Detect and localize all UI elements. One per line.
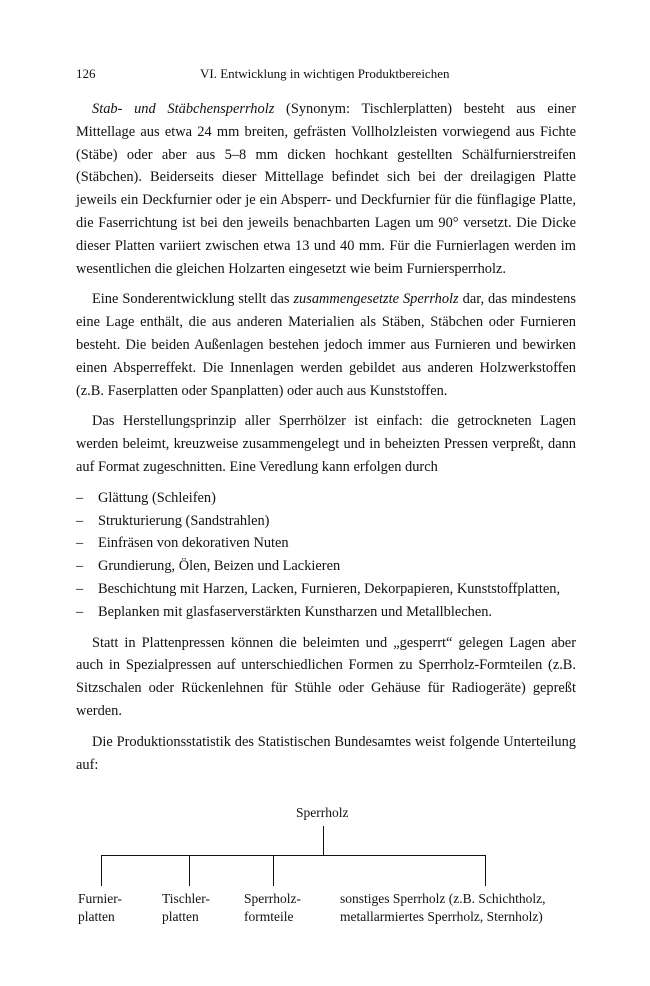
paragraph-text: dar, das mindestens eine Lage enthält, die aus anderen Materialien als Stäben, Stäbchen oder Furnieren besteht. Die beiden Außenlagen bestehen jedoch immer aus Furnieren und bewirken einen Absperreffekt. Die Innenlagen werden gebildet aus anderen Holzwerkstoffen (z.B. Faserplatten oder Spanplatten) oder auch aus Kunststoffen. [76,291,576,399]
tree-node-line: Tischler- [162,891,210,906]
tree-node-tischlerplatten [162,890,210,926]
tree-node-line: formteile [244,909,294,924]
term-stab-sperrholz: Stab- und Stäbchensperrholz [92,101,275,117]
tree-node-line: platten [78,909,115,924]
list-item-text: Beplanken mit glasfaserverstärkten Kunstharzen und Metallblechen. [98,603,493,620]
paragraph-text: Eine Sonderentwicklung stellt das [92,291,294,308]
chapter-title: VI. Entwicklung in wichtigen Produktbereichen [200,66,450,81]
tree-node-line: Sperrholz- [244,891,301,906]
list-item-text: Beschichtung mit Harzen, Lacken, Furnieren, Dekorpapieren, Kunststoffplatten, [98,580,561,597]
tree-connector-stem [323,826,324,855]
list-item-text: Glättung (Schleifen) [98,489,216,506]
tree-node-line: metallarmiertes Sperrholz, Sternholz) [340,909,543,924]
tree-node-line: platten [162,909,199,924]
dash-bullet: – [76,603,84,620]
tree-connector-branch [101,855,102,886]
tree-node-sperrholzformteile [244,890,301,926]
tree-connector-branch [189,855,190,886]
term-zusammengesetzt: zusammengesetzte Sperrholz [293,291,459,308]
paragraph-text: (Synonym: Tischlerplatten) besteht aus einer Mittellage aus etwa 24 mm breiten, gefrästen Vollholzleisten vorwiegend aus Fichte (Stäbe) oder aber aus 5–8 mm dicken hochkant gestellten Schälfurnierstreifen (Stäbchen). Beiderseits dieser Mittellage befindet sich bei der dreilagigen Platte jeweils ein Deckfurnier oder je ein Absperr- und Deckfurnier für die fünflagige Platte, die Faserrichtung ist bei den jeweils benachbarten Lagen um 90° versetzt. Die Dicke dieser Platten variiert zwischen etwa 13 und 40 mm. Für die Furnierlagen werden im wesentlichen die gleichen Holzarten eingesetzt wie beim Furniersperrholz. [76,101,576,277]
dash-bullet: – [76,512,84,529]
paragraph-formteile: Statt in Plattenpressen können die beleimten und „gesperrt“ gelegen Lagen aber auch in Spezialpressen auf unterschiedlichen Formen zu Sperrholz-Formteilen (z.B. Sitzschalen oder Rückenlehnen für Stühle oder Gehäuse für Radiogeräte) gepreßt werden. [76,634,576,719]
tree-connector-branch [485,855,486,886]
dash-bullet: – [76,489,84,506]
paragraph-herstellung: Das Herstellungsprinzip aller Sperrhölzer ist einfach: die getrockneten Lagen werden beleimt, kreuzweise zusammengelegt und in beheizten Pressen verpreßt, dann auf Format zugeschnitten. Eine Veredlung kann erfolgen durch [76,413,576,475]
tree-root-label: Sperrholz [296,805,349,820]
tree-node-line: sonstiges Sperrholz (z.B. Schichtholz, [340,891,546,906]
paragraph-statistik: Die Produktionsstatistik des Statistischen Bundesamtes weist folgende Unterteilung auf: [76,733,576,773]
tree-connector-branch [273,855,274,886]
tree-node-furnierplatten [78,890,122,926]
tree-node-sonstiges-sperrholz [340,890,545,926]
list-item-text: Strukturierung (Sandstrahlen) [98,512,270,529]
tree-node-line: Furnier- [78,891,122,906]
list-item-text: Einfräsen von dekorativen Nuten [98,535,289,552]
dash-bullet: – [76,580,84,597]
list-item-text: Grundierung, Ölen, Beizen und Lackieren [98,558,341,575]
dash-bullet: – [76,558,84,575]
dash-bullet: – [76,535,84,552]
tree-connector-bar [101,855,486,856]
page-number: 126 [76,66,96,81]
